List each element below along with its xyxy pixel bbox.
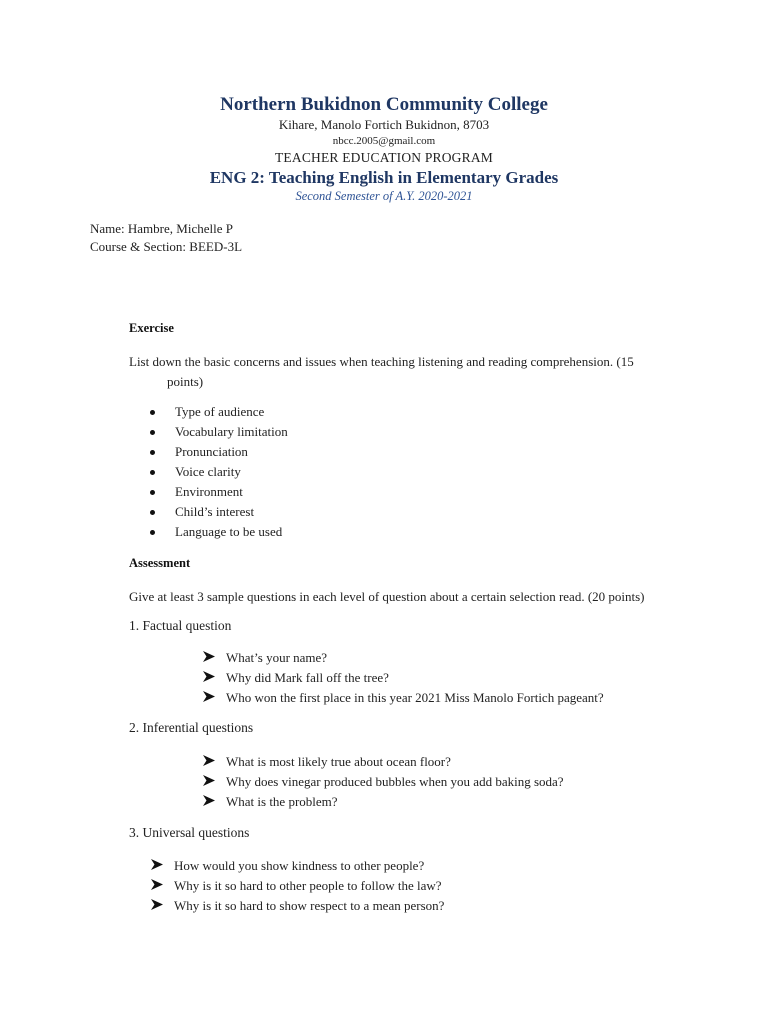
- bullet-icon: [150, 450, 155, 455]
- arrowhead-bullet-icon: [203, 755, 215, 766]
- exercise-heading: Exercise: [129, 321, 174, 335]
- course-section: Course & Section: BEED-3L: [90, 239, 243, 254]
- college-email: nbcc.2005@gmail.com: [332, 135, 436, 147]
- inferential-question-label: 2. Inferential questions: [129, 720, 254, 735]
- arrowhead-bullet-icon: [151, 879, 163, 890]
- bullet-icon: [150, 470, 155, 475]
- document-page: Northern Bukidnon Community College Kihare, Manolo Fortich Bukidnon, 8703 nbcc.2005@gmail.com TEACHER EDUCATION PROGRAM ENG 2: Teaching English in Elementary Grades Second Semester of A.Y. 2020-2021 Name: Hambre, Michelle P Course & Section: BEED-3L Exercise List down the basic concerns and issues when teaching listening and reading comprehension. (15 points) Type of audience Vocabulary limitation Pronunciation Voice clarity Environment Child’s interest Language to be used Assessment Give at least 3 sample questions in each level of question about a certain selection read. (20 points) 1. Factual question What’s your name? Why did Mark fall off the tree? Who won the first place in this year 2021 Miss Manolo Fortich pageant? 2. Inferential questions What is most likely true about ocean floor? Why does vinegar produced bubbles when you add baking soda? What is the problem? 3. Universal questions How would you show kindness to other people? Why is it so hard to other people to follow the law? Why is it so hard to show respect to a mean person?: [0, 0, 768, 1024]
- bullet-icon: [150, 510, 155, 515]
- student-name: Name: Hambre, Michelle P: [90, 221, 233, 236]
- arrowhead-bullet-icon: [151, 899, 163, 910]
- universal-question-label: 3. Universal questions: [129, 825, 250, 840]
- arrowhead-bullet-icon: [203, 671, 215, 682]
- program-title: TEACHER EDUCATION PROGRAM: [274, 150, 493, 165]
- arrowhead-bullet-icon: [203, 795, 215, 806]
- college-name: Northern Bukidnon Community College: [220, 94, 548, 115]
- bullet-icon: [150, 410, 155, 415]
- assessment-heading: Assessment: [129, 556, 191, 570]
- course-title: ENG 2: Teaching English in Elementary Grades: [209, 168, 559, 187]
- college-address: Kihare, Manolo Fortich Bukidnon, 8703: [278, 117, 490, 132]
- factual-question-label: 1. Factual question: [129, 618, 232, 633]
- exercise-instruction-cont: points): [167, 374, 204, 389]
- bullet-icon: [150, 490, 155, 495]
- bullet-icon: [150, 530, 155, 535]
- bullet-icon: [150, 430, 155, 435]
- arrowhead-bullet-icon: [203, 775, 215, 786]
- arrowhead-bullet-icon: [151, 859, 163, 870]
- assessment-instruction: Give at least 3 sample questions in each level of question about a certain selection read. (20 points): [129, 589, 645, 604]
- arrowhead-bullet-icon: [203, 651, 215, 662]
- arrowhead-bullet-icon: [203, 691, 215, 702]
- semester-line: Second Semester of A.Y. 2020-2021: [295, 189, 473, 203]
- exercise-instruction: List down the basic concerns and issues when teaching listening and reading comprehension. (15: [129, 354, 634, 369]
